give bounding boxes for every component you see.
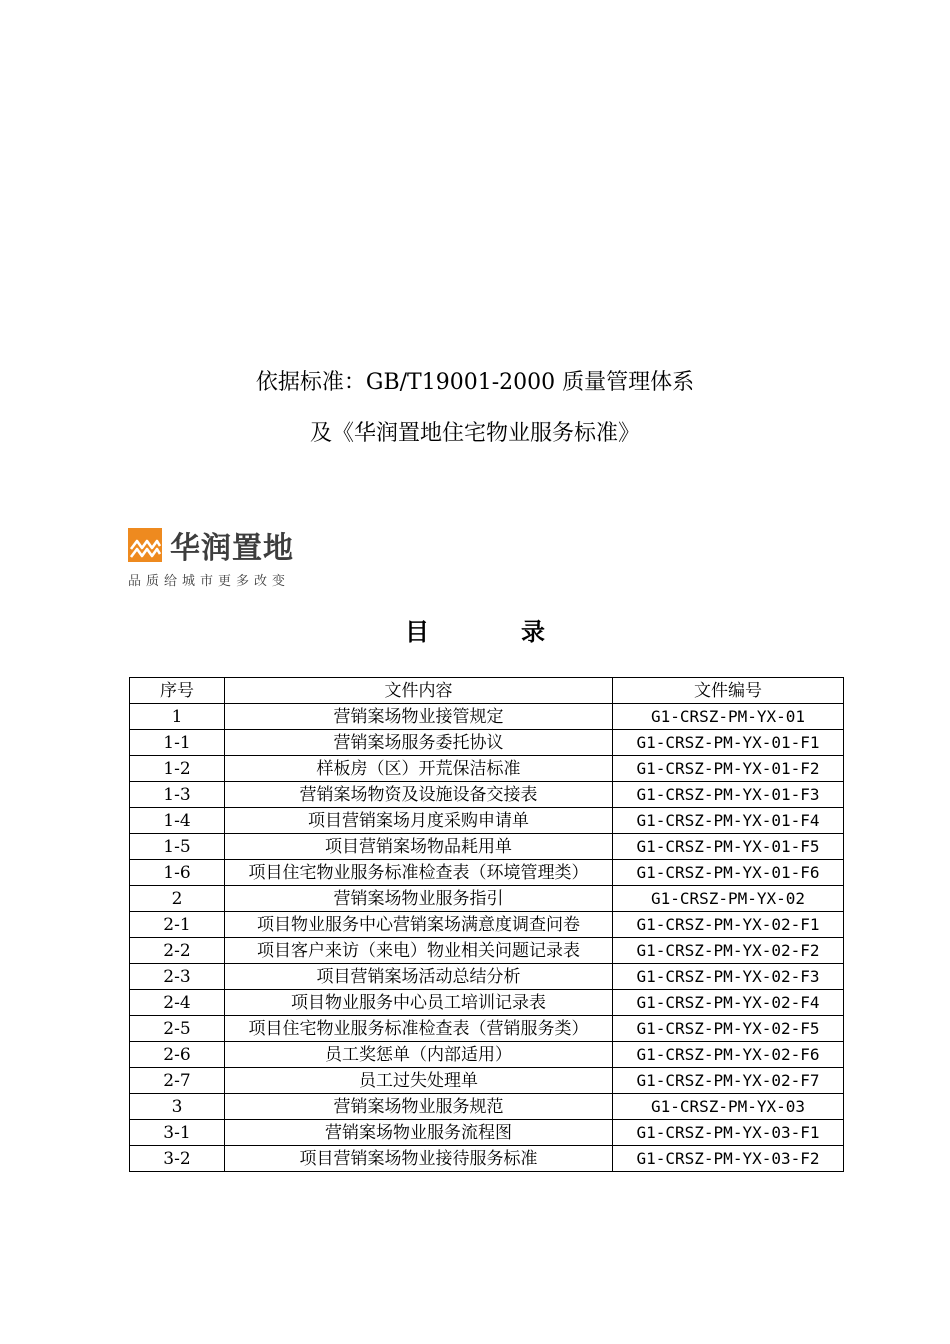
standard-basis-line-1: 依据标准：GB/T19001-2000 质量管理体系 xyxy=(255,370,695,395)
row-content: 项目营销案场物业接待服务标准 xyxy=(225,1146,613,1172)
table-row xyxy=(130,1120,844,1146)
row-content: 员工奖惩单（内部适用） xyxy=(225,1042,613,1068)
row-content: 项目营销案场物品耗用单 xyxy=(225,834,613,860)
row-code: G1-CRSZ-PM-YX-02-F6 xyxy=(613,1042,844,1068)
row-code: G1-CRSZ-PM-YX-02-F7 xyxy=(613,1068,844,1094)
row-content: 营销案场物业服务指引 xyxy=(225,886,613,912)
row-index: 2-1 xyxy=(130,912,225,938)
row-content: 营销案场物资及设施设备交接表 xyxy=(225,782,613,808)
row-content: 营销案场物业接管规定 xyxy=(225,704,613,730)
row-index: 1-3 xyxy=(130,782,225,808)
row-index: 1 xyxy=(130,704,225,730)
row-code: G1-CRSZ-PM-YX-01-F6 xyxy=(613,860,844,886)
row-index: 3-1 xyxy=(130,1120,225,1146)
table-row xyxy=(130,756,844,782)
row-content: 营销案场服务委托协议 xyxy=(225,730,613,756)
row-content: 样板房（区）开荒保洁标准 xyxy=(225,756,613,782)
logo-slogan: 品质给城市更多改变 xyxy=(128,574,291,589)
table-row xyxy=(130,886,844,912)
row-code: G1-CRSZ-PM-YX-03-F1 xyxy=(613,1120,844,1146)
row-content: 项目物业服务中心员工培训记录表 xyxy=(225,990,613,1016)
row-index: 1-1 xyxy=(130,730,225,756)
row-code: G1-CRSZ-PM-YX-03 xyxy=(613,1094,844,1120)
row-index: 1-5 xyxy=(130,834,225,860)
row-index: 2-3 xyxy=(130,964,225,990)
row-content: 员工过失处理单 xyxy=(225,1068,613,1094)
table-row xyxy=(130,1068,844,1094)
header-content: 文件内容 xyxy=(225,678,613,704)
row-code: G1-CRSZ-PM-YX-02-F5 xyxy=(613,1016,844,1042)
row-code: G1-CRSZ-PM-YX-01-F3 xyxy=(613,782,844,808)
row-content: 项目物业服务中心营销案场满意度调查问卷 xyxy=(225,912,613,938)
table-row xyxy=(130,704,844,730)
row-index: 1-4 xyxy=(130,808,225,834)
row-code: G1-CRSZ-PM-YX-01-F2 xyxy=(613,756,844,782)
header-index: 序号 xyxy=(130,678,225,704)
table-row xyxy=(130,964,844,990)
row-code: G1-CRSZ-PM-YX-02-F4 xyxy=(613,990,844,1016)
logo-mountain-icon xyxy=(128,528,162,562)
row-code: G1-CRSZ-PM-YX-02-F3 xyxy=(613,964,844,990)
row-code: G1-CRSZ-PM-YX-01-F1 xyxy=(613,730,844,756)
row-content: 项目住宅物业服务标准检查表（营销服务类） xyxy=(225,1016,613,1042)
table-row xyxy=(130,730,844,756)
table-row xyxy=(130,782,844,808)
row-index: 2-5 xyxy=(130,1016,225,1042)
table-row xyxy=(130,808,844,834)
table-row xyxy=(130,1094,844,1120)
row-index: 1-2 xyxy=(130,756,225,782)
standard-basis-line-2: 及《华润置地住宅物业服务标准》 xyxy=(309,421,640,446)
row-content: 项目客户来访（来电）物业相关问题记录表 xyxy=(225,938,613,964)
table-row xyxy=(130,912,844,938)
row-index: 2-2 xyxy=(130,938,225,964)
row-code: G1-CRSZ-PM-YX-03-F2 xyxy=(613,1146,844,1172)
table-header-row xyxy=(130,678,844,704)
row-code: G1-CRSZ-PM-YX-01-F4 xyxy=(613,808,844,834)
header-code: 文件编号 xyxy=(613,678,844,704)
row-index: 2-7 xyxy=(130,1068,225,1094)
logo-company-name: 华润置地 xyxy=(170,531,294,566)
table-row xyxy=(130,938,844,964)
table-row xyxy=(130,1146,844,1172)
row-content: 项目营销案场月度采购申请单 xyxy=(225,808,613,834)
row-index: 1-6 xyxy=(130,860,225,886)
table-row xyxy=(130,1016,844,1042)
row-index: 3 xyxy=(130,1094,225,1120)
row-index: 2-4 xyxy=(130,990,225,1016)
row-code: G1-CRSZ-PM-YX-01 xyxy=(613,704,844,730)
company-logo xyxy=(128,526,308,590)
row-code: G1-CRSZ-PM-YX-01-F5 xyxy=(613,834,844,860)
row-index: 2-6 xyxy=(130,1042,225,1068)
row-content: 营销案场物业服务流程图 xyxy=(225,1120,613,1146)
toc-table xyxy=(129,677,844,1172)
table-row xyxy=(130,990,844,1016)
row-code: G1-CRSZ-PM-YX-02 xyxy=(613,886,844,912)
row-content: 营销案场物业服务规范 xyxy=(225,1094,613,1120)
row-index: 3-2 xyxy=(130,1146,225,1172)
row-index: 2 xyxy=(130,886,225,912)
row-content: 项目住宅物业服务标准检查表（环境管理类） xyxy=(225,860,613,886)
row-code: G1-CRSZ-PM-YX-02-F1 xyxy=(613,912,844,938)
row-code: G1-CRSZ-PM-YX-02-F2 xyxy=(613,938,844,964)
toc-title: 目录 xyxy=(405,617,637,646)
row-content: 项目营销案场活动总结分析 xyxy=(225,964,613,990)
table-row xyxy=(130,834,844,860)
table-row xyxy=(130,1042,844,1068)
table-row xyxy=(130,860,844,886)
